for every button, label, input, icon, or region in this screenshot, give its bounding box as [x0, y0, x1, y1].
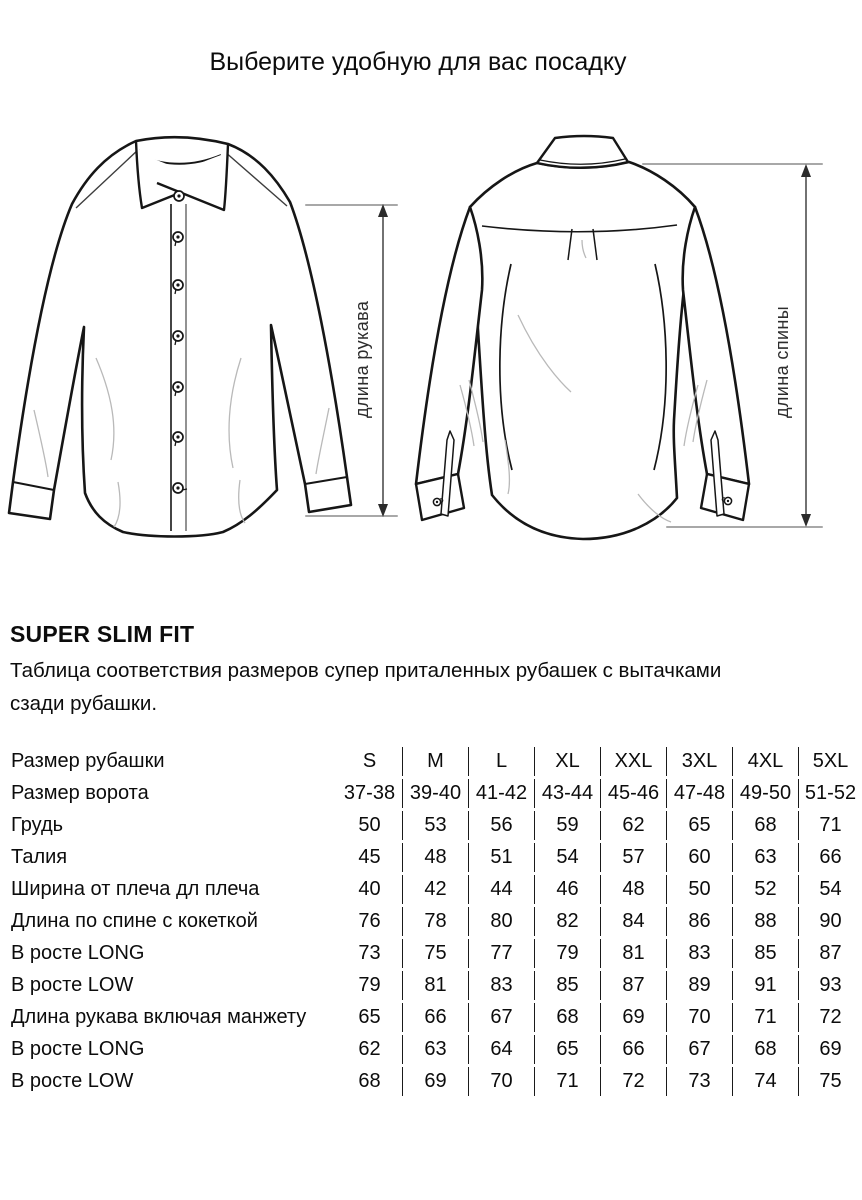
size-cell: 46	[535, 875, 601, 904]
size-cell: 85	[733, 939, 799, 968]
size-cell: 68	[337, 1067, 403, 1096]
size-cell: 5XL	[812, 750, 849, 772]
row-label: В росте LOW	[11, 974, 134, 996]
size-cell: 66	[601, 1035, 667, 1064]
size-cell: 85	[535, 971, 601, 1000]
size-cell: 90	[819, 910, 842, 932]
size-cell: 67	[667, 1035, 733, 1064]
size-cell: 83	[469, 971, 535, 1000]
size-cell: 78	[403, 907, 469, 936]
size-cell: 43-44	[535, 779, 601, 808]
size-cell: 68	[535, 1003, 601, 1032]
size-cell: 72	[819, 1006, 842, 1028]
fit-heading: SUPER SLIM FIT	[10, 621, 195, 647]
size-cell: 63	[403, 1035, 469, 1064]
size-cell: 82	[535, 907, 601, 936]
size-cell: 77	[469, 939, 535, 968]
table-row	[10, 939, 862, 968]
back-collar	[537, 136, 628, 168]
size-cell: 80	[469, 907, 535, 936]
fit-description	[10, 654, 721, 720]
size-cell: 74	[733, 1067, 799, 1096]
row-label: Размер ворота	[11, 782, 149, 804]
size-cell: 81	[403, 971, 469, 1000]
size-cell: 57	[601, 843, 667, 872]
size-cell: 76	[337, 907, 403, 936]
size-cell: 45-46	[601, 779, 667, 808]
size-cell: 69	[403, 1067, 469, 1096]
size-cell: 93	[819, 974, 842, 996]
size-cell: XXL	[601, 747, 667, 776]
size-cell: 72	[601, 1067, 667, 1096]
size-cell: 44	[469, 875, 535, 904]
shirt-back-outline	[470, 162, 695, 539]
table-row	[10, 1067, 862, 1096]
size-cell: 87	[601, 971, 667, 1000]
size-cell: 79	[337, 971, 403, 1000]
size-cell: 70	[667, 1003, 733, 1032]
size-cell: M	[403, 747, 469, 776]
size-cell: 48	[601, 875, 667, 904]
size-cell: 89	[667, 971, 733, 1000]
size-cell: 48	[403, 843, 469, 872]
size-cell: 68	[733, 811, 799, 840]
size-cell: 42	[403, 875, 469, 904]
row-label: В росте LOW	[11, 1070, 134, 1092]
size-cell: 67	[469, 1003, 535, 1032]
size-cell: 83	[667, 939, 733, 968]
row-label: Длина по спине с кокеткой	[11, 910, 258, 932]
size-cell: 60	[667, 843, 733, 872]
table-row	[10, 843, 862, 872]
size-cell: 66	[403, 1003, 469, 1032]
size-table	[10, 744, 862, 1099]
size-cell: 84	[601, 907, 667, 936]
size-cell: 50	[667, 875, 733, 904]
size-cell: 68	[733, 1035, 799, 1064]
size-cell: 71	[819, 814, 842, 836]
table-row	[10, 875, 862, 904]
row-label: В росте LONG	[11, 942, 145, 964]
size-cell: 87	[819, 942, 842, 964]
row-label: В росте LONG	[11, 1038, 145, 1060]
size-cell: 62	[337, 1035, 403, 1064]
back-length-label: длина спины	[772, 305, 792, 418]
size-cell: 73	[337, 939, 403, 968]
fit-description-line: сзади рубашки.	[10, 692, 158, 715]
size-cell: 39-40	[403, 779, 469, 808]
table-row	[10, 907, 862, 936]
size-cell: 70	[469, 1067, 535, 1096]
size-cell: 71	[535, 1067, 601, 1096]
sleeve-length-label: длина рукава	[352, 300, 372, 418]
size-cell: 79	[535, 939, 601, 968]
size-cell: 65	[535, 1035, 601, 1064]
size-cell: 75	[819, 1070, 842, 1092]
size-cell: 54	[819, 878, 842, 900]
row-label: Талия	[11, 846, 68, 868]
size-cell: 56	[469, 811, 535, 840]
size-cell: 66	[819, 846, 842, 868]
size-cell: 75	[403, 939, 469, 968]
size-cell: 54	[535, 843, 601, 872]
size-cell: 64	[469, 1035, 535, 1064]
size-cell: 59	[535, 811, 601, 840]
table-row	[10, 779, 862, 808]
row-label: Грудь	[11, 814, 64, 836]
size-cell: 69	[819, 1038, 842, 1060]
size-cell: 62	[601, 811, 667, 840]
size-cell: 81	[601, 939, 667, 968]
size-cell: 53	[403, 811, 469, 840]
size-cell: 73	[667, 1067, 733, 1096]
size-cell: 65	[337, 1003, 403, 1032]
size-cell: 47-48	[667, 779, 733, 808]
size-cell: L	[469, 747, 535, 776]
size-cell: 4XL	[733, 747, 799, 776]
size-cell: 37-38	[337, 779, 403, 808]
size-cell: 63	[733, 843, 799, 872]
size-cell: 65	[667, 811, 733, 840]
size-cell: 91	[733, 971, 799, 1000]
size-cell: 51-52	[804, 782, 857, 804]
size-cell: 51	[469, 843, 535, 872]
size-cell: 52	[733, 875, 799, 904]
size-cell: 88	[733, 907, 799, 936]
size-cell: 86	[667, 907, 733, 936]
size-cell: XL	[535, 747, 601, 776]
table-row	[10, 1003, 862, 1032]
size-cell: 3XL	[667, 747, 733, 776]
table-row	[10, 1035, 862, 1064]
size-cell: 45	[337, 843, 403, 872]
size-cell: 69	[601, 1003, 667, 1032]
size-cell: S	[337, 747, 403, 776]
table-row	[10, 971, 862, 1000]
row-label: Размер рубашки	[11, 750, 165, 772]
size-cell: 71	[733, 1003, 799, 1032]
size-cell: 41-42	[469, 779, 535, 808]
page-title: Выберите удобную для вас посадку	[209, 48, 627, 76]
row-label: Ширина от плеча дл плеча	[11, 878, 260, 900]
size-cell: 50	[337, 811, 403, 840]
fit-description-line: Таблица соответствия размеров супер приталенных рубашек с вытачками	[10, 659, 722, 682]
size-cell: 40	[337, 875, 403, 904]
table-row	[10, 811, 862, 840]
size-cell: 49-50	[733, 779, 799, 808]
row-label: Длина рукава включая манжету	[11, 1006, 307, 1028]
table-row	[10, 747, 862, 776]
